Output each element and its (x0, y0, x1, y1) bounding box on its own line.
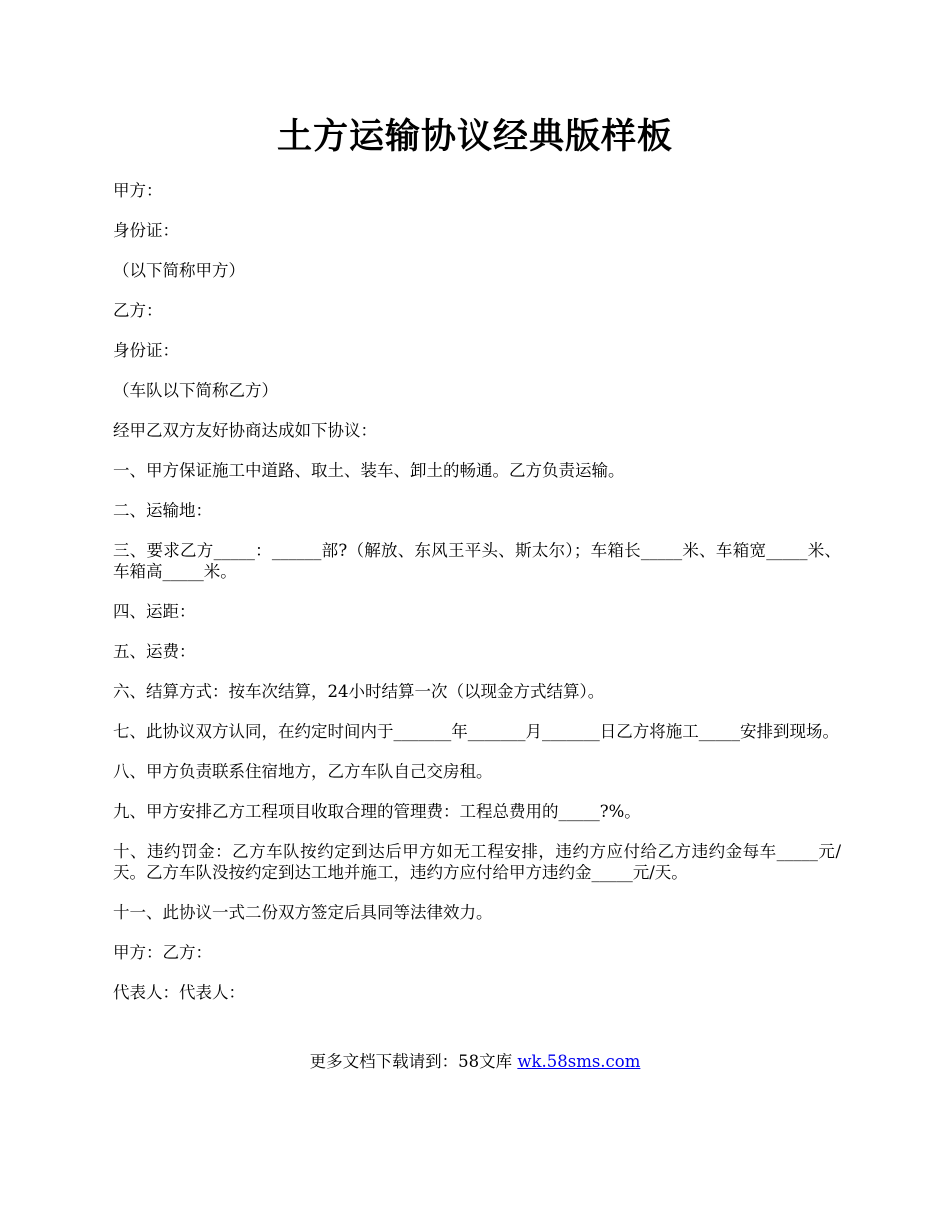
clause-10: 十、违约罚金：乙方车队按约定到达后甲方如无工程安排，违约方应付给乙方违约金每车_____元/天。乙方车队没按约定到达工地并施工，违约方应付给甲方违约金_____元/天。 (113, 842, 841, 882)
party-a-id-line: 身份证： (113, 221, 179, 240)
clause-3: 三、要求乙方_____：______部?（解放、东风王平头、斯太尔）；车箱长_____米、车箱宽_____米、车箱高_____米。 (113, 541, 841, 581)
clause-5: 五、运费： (113, 642, 196, 661)
clause-2: 二、运输地： (113, 501, 212, 520)
footer (0, 1050, 950, 1074)
signature-parties: 甲方：乙方： (113, 943, 212, 962)
signature-representatives: 代表人：代表人： (113, 983, 245, 1002)
clause-7: 七、此协议双方认同，在约定时间内于_______年_______月_______日乙方将施工_____安排到现场。 (113, 722, 839, 741)
clause-11: 十一、此协议一式二份双方签定后具同等法律效力。 (113, 903, 493, 922)
footer-text: 更多文档下载请到：58文库 (309, 1052, 518, 1071)
party-a-line: 甲方： (113, 181, 163, 200)
clause-8: 八、甲方负责联系住宿地方，乙方车队自己交房租。 (113, 762, 493, 781)
clause-4: 四、运距： (113, 602, 196, 621)
clause-6: 六、结算方式：按车次结算，24小时结算一次（以现金方式结算）。 (113, 682, 605, 701)
document-title: 土方运输协议经典版样板 (276, 116, 673, 157)
agreement-intro: 经甲乙双方友好协商达成如下协议： (113, 421, 377, 440)
clause-9: 九、甲方安排乙方工程项目收取合理的管理费：工程总费用的_____?%。 (113, 802, 641, 821)
party-b-note: （车队以下简称乙方） (113, 381, 278, 400)
party-b-line: 乙方： (113, 301, 163, 320)
footer-link[interactable]: wk.58sms.com (517, 1052, 641, 1071)
party-a-note: （以下简称甲方） (113, 261, 245, 280)
document-body (113, 180, 841, 1022)
party-b-id-line: 身份证： (113, 341, 179, 360)
clause-1: 一、甲方保证施工中道路、取土、装车、卸土的畅通。乙方负责运输。 (113, 461, 625, 480)
